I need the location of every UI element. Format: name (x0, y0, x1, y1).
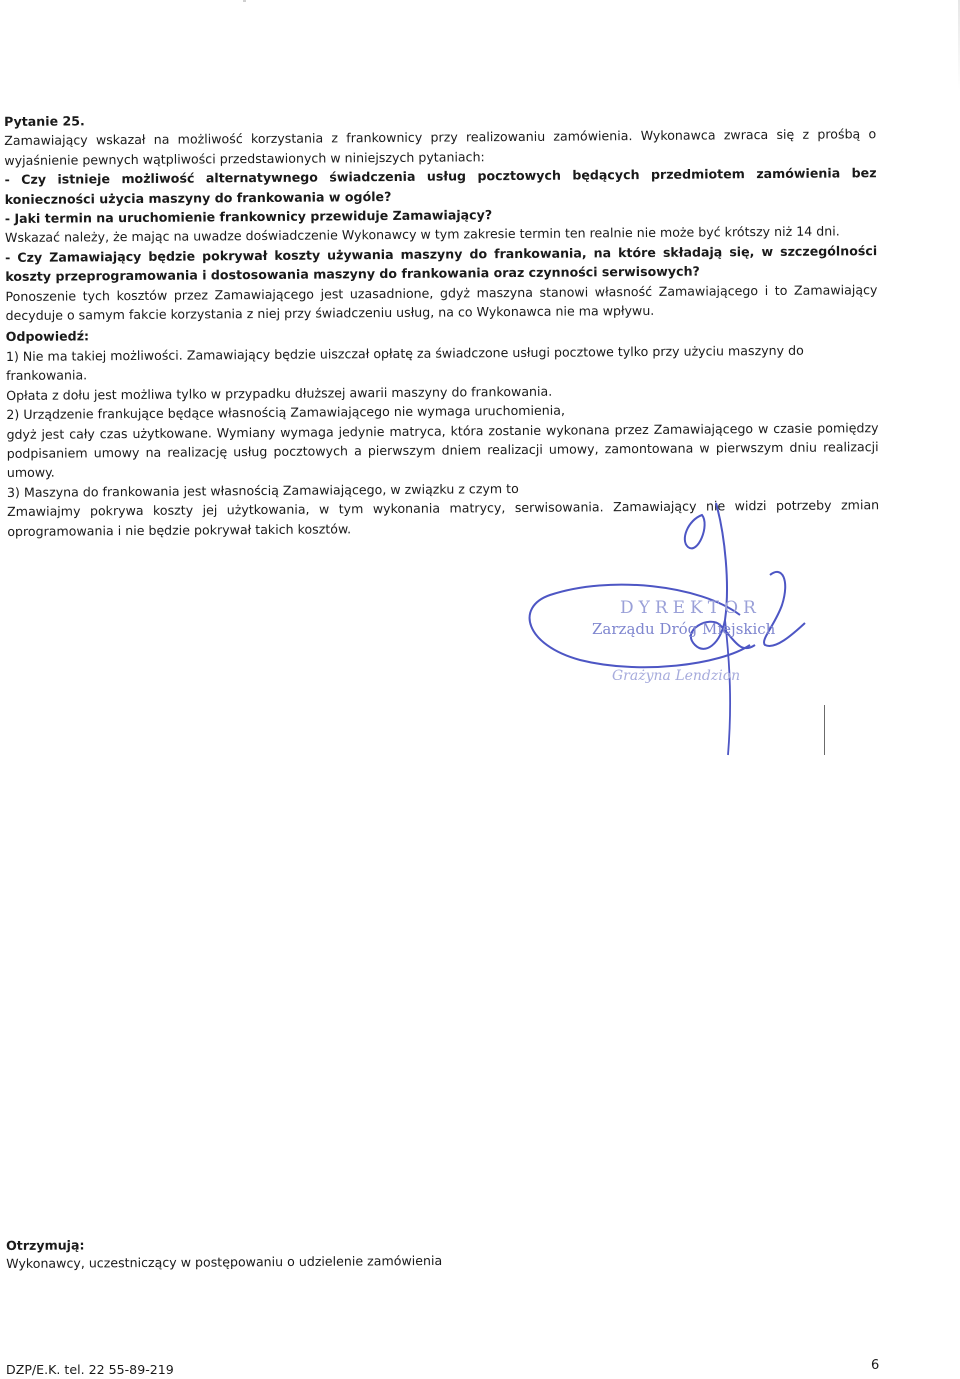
footer-reference: DZP/E.K. tel. 22 55-89-219 (6, 1362, 174, 1377)
question-item-2: - Jaki termin na uruchomienie frankownicy przewiduje Zamawiający? (4, 207, 493, 227)
scan-mark (243, 0, 246, 2)
stamp-signatory-name: Grażyna Lendzion (612, 668, 741, 684)
question-item-3-note: Ponoszenie tych kosztów przez Zamawiającego jest uzasadnione, gdyż maszyna stanowi własność Zamawiającego i to Zamawiający decyduje o samym fakcie korzystania z niej przy świadczeniu usług, na co Wykonawca nie ma wpływu. (5, 281, 878, 324)
answer-item-3-note: Zmawiajmy pokrywa koszty jej użytkowania, w tym wykonania matrycy, serwisowania. Zamawiający nie widzi potrzeby zmian oprogramowania i nie będzie pokrywał takich kosztów. (7, 497, 880, 539)
stamp-organization: Zarządu Dróg Miejskich (592, 620, 776, 638)
answer-item-2: 2) Urządzenie frankujące będące własnością Zamawiającego nie wymaga uruchomienia, (6, 402, 566, 423)
answer-item-1: 1) Nie ma takiej możliwości. Zamawiający będzie uiszczał opłatę za świadczone usługi pocztowe tylko przy użyciu maszyny do frankowania. (5, 342, 804, 384)
question-intro: Zamawiający wskazał na możliwość korzystania z frankownicy przy realizowaniu zamówienia. Wykonawca zwraca się z prośbą o wyjaśnienie pewnych wątpliwości przedstawionych w niniejszych pytaniach: (4, 126, 877, 168)
pen-stroke (824, 705, 825, 755)
recipients-block (6, 1234, 442, 1273)
question-item-1: - Czy istnieje możliwość alternatywnego świadczenia usług pocztowych będących przedmiotem zamówienia bez konieczności użycia maszyny do frankowania w ogóle? (4, 165, 877, 207)
recipients-text: Wykonawcy, uczestniczący w postępowaniu o udzielenie zamówienia (6, 1252, 443, 1271)
answer-item-2-note: gdyż jest cały czas użytkowane. Wymiany wymaga jedynie matryca, która zostanie wykonana przez Zamawiającego w czasie pomiędzy podpisaniem umowy na realizację usług pocztowych a pierwszym dniem realizacji umowy, zamontowana w pierwszym dniu realizacji umowy. (6, 419, 879, 481)
answer-item-1-note: Opłata z dołu jest możliwa tylko w przypadku dłuższej awarii maszyny do frankowania. (6, 383, 553, 403)
document-body (4, 105, 879, 541)
answer-item-3: 3) Maszyna do frankowania jest własnością Zamawiającego, w związku z czym to (6, 480, 519, 500)
question-item-2-note: Wskazać należy, że mając na uwadze doświadczenie Wykonawcy w tym zakresie termin ten realnie nie może być krótszy niż 14 dni. (4, 223, 840, 246)
page-number: 6 (871, 1358, 880, 1373)
answer-heading: Odpowiedź: (5, 328, 90, 345)
question-item-3: - Czy Zamawiający będzie pokrywał koszty używania maszyny do frankowania, na które składają się, w szczególności koszty przeprogramowania i dostosowania maszyny do frankowania oraz czynności serwisowych? (5, 242, 878, 285)
question-heading: Pytanie 25. (4, 113, 85, 129)
stamp-title: DYREKTOR (620, 598, 761, 618)
recipients-heading: Otrzymują: (6, 1237, 85, 1253)
